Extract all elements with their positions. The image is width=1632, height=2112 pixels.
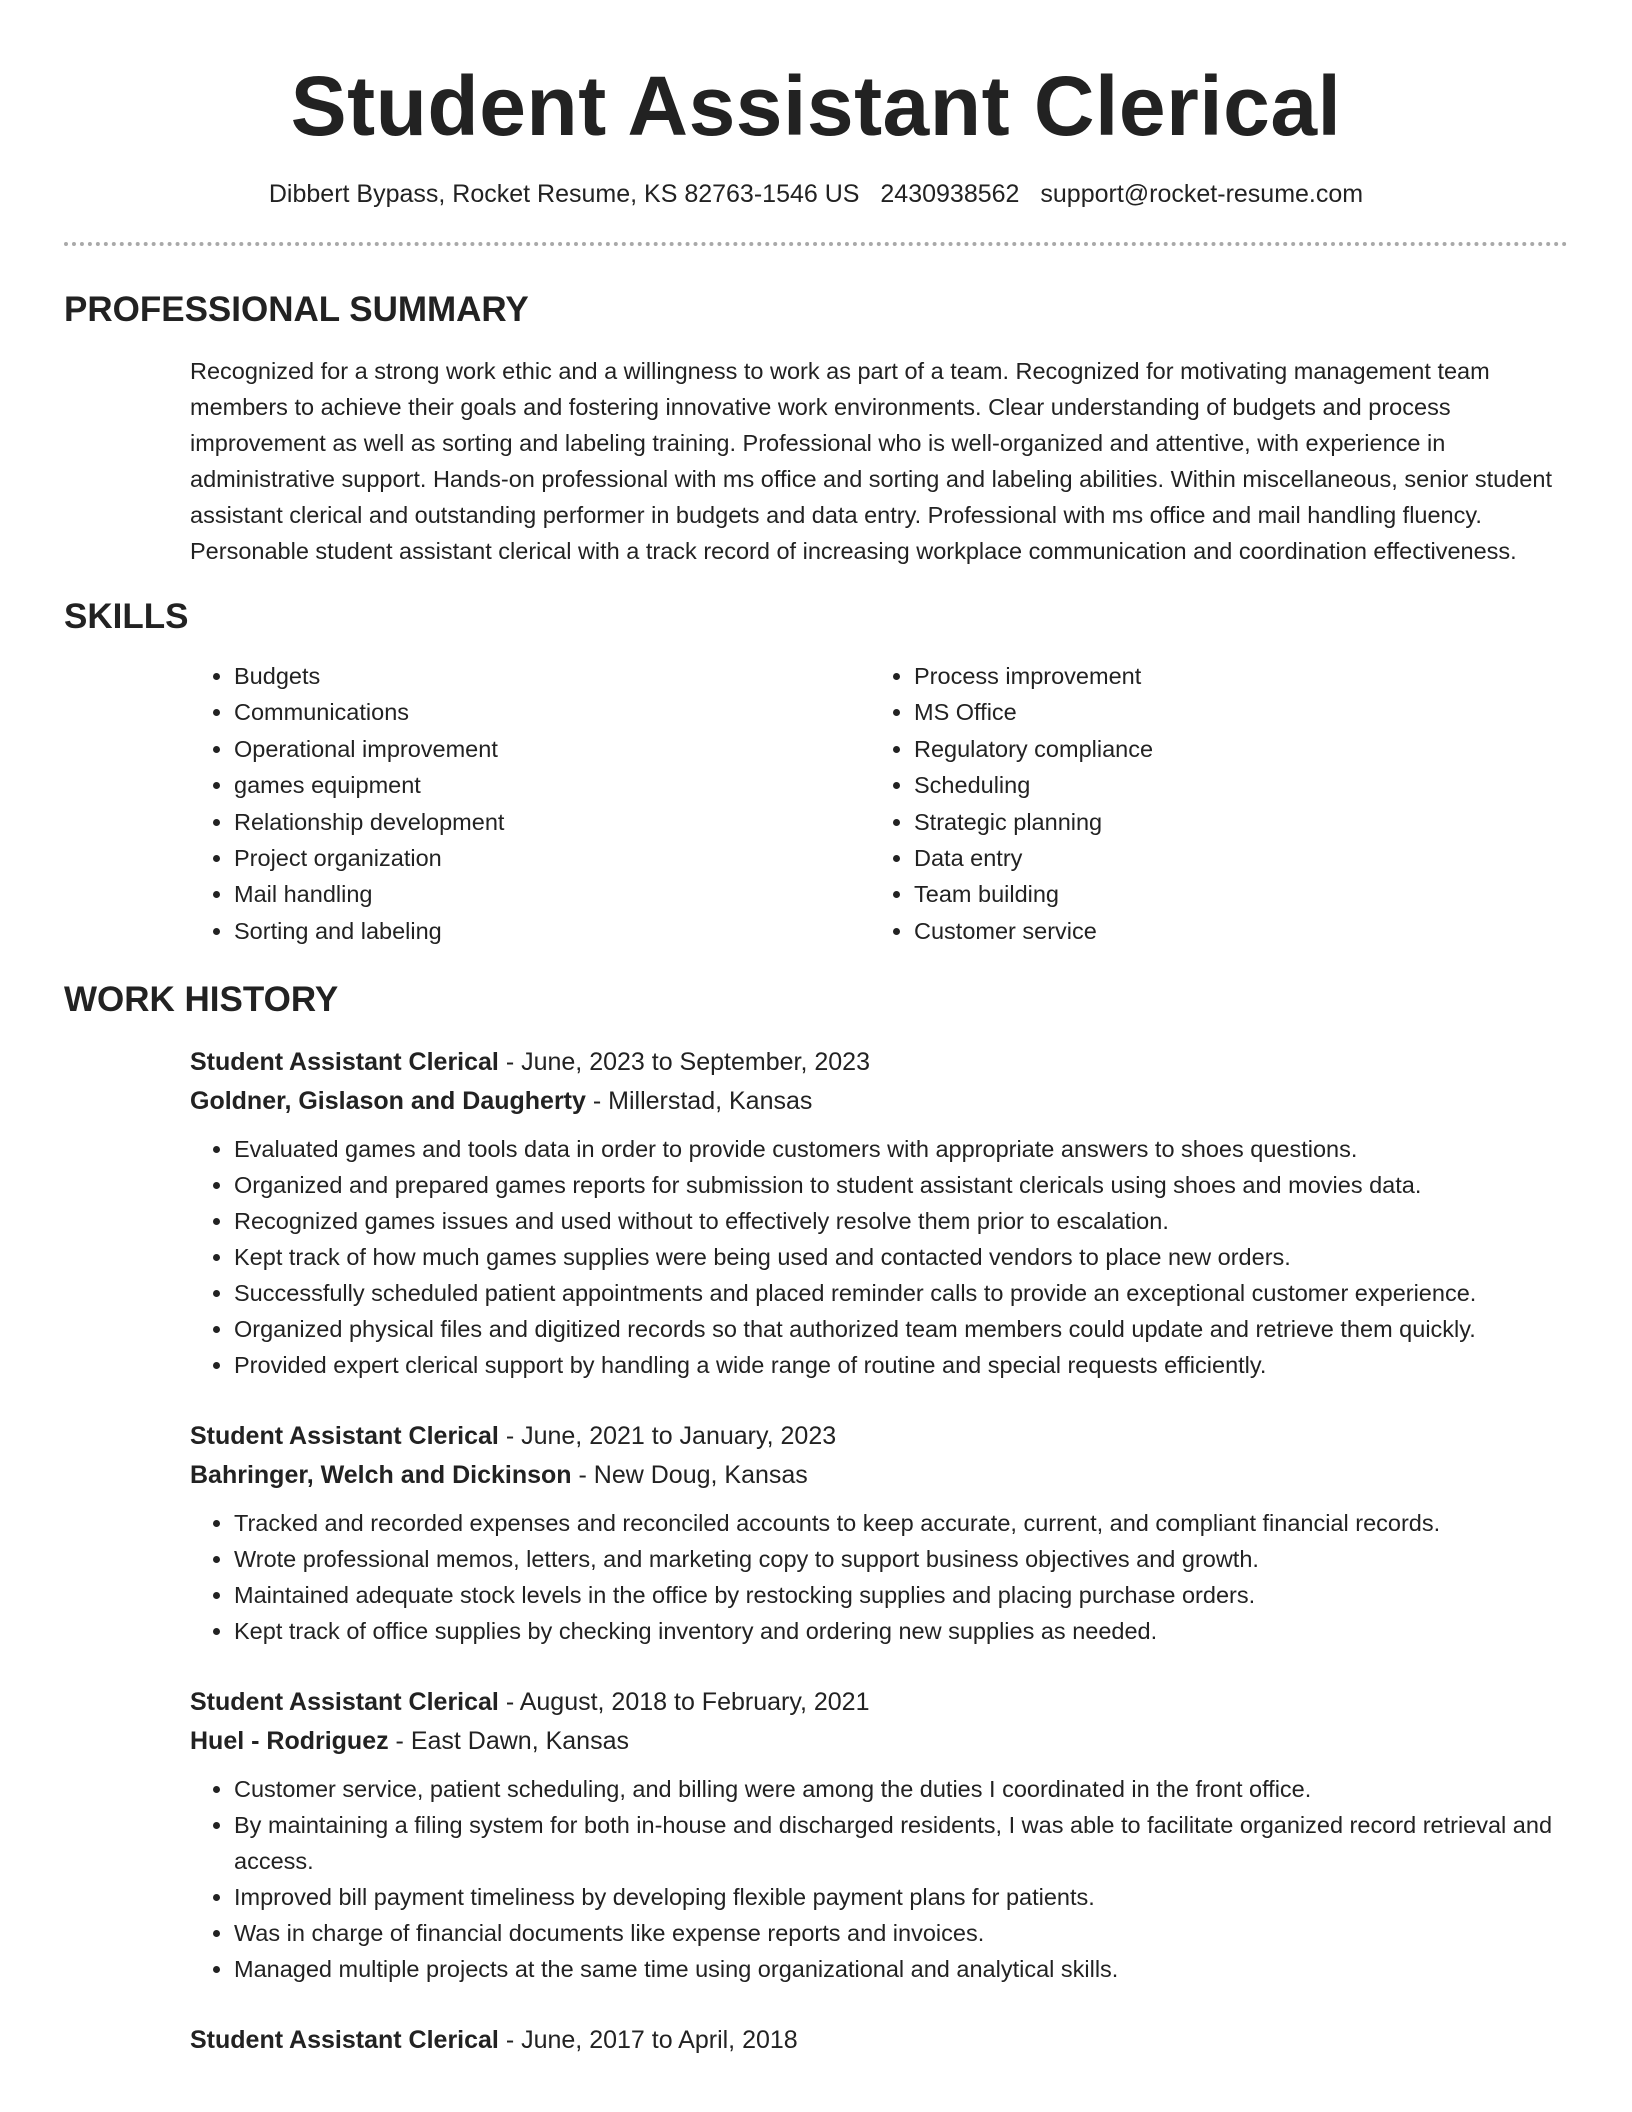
job-bullet: • Tracked and recorded expenses and reconciled accounts to keep accurate, current, and compliant financial records. — [234, 1505, 1568, 1541]
job-title-line — [190, 2021, 1568, 2060]
job-location: - East Dawn, Kansas — [388, 1727, 629, 1756]
job-dates: - June, 2017 to April, 2018 — [498, 2026, 798, 2055]
contact-email: support@rocket-resume.com — [1040, 180, 1364, 208]
job-title: Student Assistant Clerical — [190, 2026, 499, 2055]
job-dates: - June, 2021 to January, 2023 — [498, 1422, 837, 1451]
skill-item: • Sorting and labeling — [234, 913, 870, 949]
job-bullet: • Kept track of how much games supplies were being used and contacted vendors to place new orders. — [234, 1239, 1568, 1275]
job-company: Goldner, Gislason and Daugherty — [190, 1087, 586, 1116]
skill-item: • MS Office — [914, 694, 1550, 730]
summary-heading: PROFESSIONAL SUMMARY — [64, 290, 529, 329]
summary-text: Recognized for a strong work ethic and a willingness to work as part of a team. Recognized for motivating management team members to achieve their goals and fostering innovative work environments. Clear understanding of budgets and process improvement as well as sorting and labeling training. Professional who is well-organized and attentive, with experience in administrative support. Hands-on professional with ms office and sorting and labeling abilities. Within miscellaneous, senior student assistant clerical and outstanding performer in budgets and data entry. Professional with ms office and mail handling fluency. Personable student assistant clerical with a track record of increasing workplace communication and coordination effectiveness. — [190, 358, 1552, 564]
job-bullet: • Improved bill payment timeliness by developing flexible payment plans for patients. — [234, 1879, 1568, 1915]
job-company-line — [190, 1722, 1568, 1761]
job-title-line — [190, 1417, 1568, 1456]
job-company: Bahringer, Welch and Dickinson — [190, 1461, 572, 1490]
job-bullet: • Provided expert clerical support by handling a wide range of routine and special requests efficiently. — [234, 1347, 1568, 1383]
contact-line — [64, 178, 1568, 210]
job-bullet: • Organized physical files and digitized records so that authorized team members could update and retrieve them quickly. — [234, 1311, 1568, 1347]
skill-item: • games equipment — [234, 767, 870, 803]
skill-item: • Budgets — [234, 658, 870, 694]
job-company-line — [190, 1082, 1568, 1121]
job-title-line — [190, 1043, 1568, 1082]
skills-grid — [190, 658, 1568, 949]
skill-item: • Operational improvement — [234, 731, 870, 767]
skills-heading: SKILLS — [64, 597, 189, 636]
job-entry — [190, 2021, 1568, 2060]
resume-page — [64, 0, 1568, 2060]
job-bullet: • Kept track of office supplies by checking inventory and ordering new supplies as needed. — [234, 1613, 1568, 1649]
skill-item: • Project organization — [234, 840, 870, 876]
job-bullets — [190, 1131, 1568, 1383]
skill-item: • Relationship development — [234, 804, 870, 840]
job-bullets — [190, 1771, 1568, 1987]
job-title: Student Assistant Clerical — [190, 1422, 499, 1451]
header-divider — [64, 242, 1568, 246]
contact-address: Dibbert Bypass, Rocket Resume, KS 82763-1546 US — [268, 180, 860, 208]
skill-item: • Strategic planning — [914, 804, 1550, 840]
job-bullet: • By maintaining a filing system for both in-house and discharged residents, I was able to facilitate organized record retrieval and access. — [234, 1807, 1568, 1879]
skills-column-left — [190, 658, 870, 949]
job-title: Student Assistant Clerical — [190, 1048, 499, 1077]
job-dates: - June, 2023 to September, 2023 — [498, 1048, 870, 1077]
job-bullet: • Organized and prepared games reports for submission to student assistant clericals using shoes and movies data. — [234, 1167, 1568, 1203]
skill-item: • Scheduling — [914, 767, 1550, 803]
job-dates: - August, 2018 to February, 2021 — [498, 1688, 870, 1717]
resume-name: Student Assistant Clerical — [290, 59, 1342, 153]
job-location: - New Doug, Kansas — [571, 1461, 808, 1490]
job-location: - Millerstad, Kansas — [585, 1087, 813, 1116]
skill-item: • Customer service — [914, 913, 1550, 949]
job-title-line — [190, 1683, 1568, 1722]
job-bullet: • Recognized games issues and used without to effectively resolve them prior to escalation. — [234, 1203, 1568, 1239]
job-entry — [190, 1043, 1568, 1383]
job-bullet: • Maintained adequate stock levels in the office by restocking supplies and placing purchase orders. — [234, 1577, 1568, 1613]
work-history-heading: WORK HISTORY — [64, 980, 339, 1020]
job-bullet: • Was in charge of financial documents like expense reports and invoices. — [234, 1915, 1568, 1951]
job-bullets — [190, 1505, 1568, 1649]
job-entry — [190, 1683, 1568, 1987]
job-bullet: • Successfully scheduled patient appointments and placed reminder calls to provide an exceptional customer experience. — [234, 1275, 1568, 1311]
skill-item: • Team building — [914, 876, 1550, 912]
contact-phone: 2430938562 — [880, 180, 1020, 208]
skill-item: • Regulatory compliance — [914, 731, 1550, 767]
job-title: Student Assistant Clerical — [190, 1688, 499, 1717]
job-company-line — [190, 1456, 1568, 1495]
job-bullet: • Customer service, patient scheduling, and billing were among the duties I coordinated in the front office. — [234, 1771, 1568, 1807]
job-entry — [190, 1417, 1568, 1649]
job-bullet: • Managed multiple projects at the same time using organizational and analytical skills. — [234, 1951, 1568, 1987]
skill-item: • Data entry — [914, 840, 1550, 876]
skill-item: • Communications — [234, 694, 870, 730]
job-company: Huel - Rodriguez — [190, 1727, 389, 1756]
skill-item: • Mail handling — [234, 876, 870, 912]
skill-item: • Process improvement — [914, 658, 1550, 694]
job-bullet: • Evaluated games and tools data in order to provide customers with appropriate answers to shoes questions. — [234, 1131, 1568, 1167]
skills-column-right — [870, 658, 1550, 949]
job-bullet: • Wrote professional memos, letters, and marketing copy to support business objectives and growth. — [234, 1541, 1568, 1577]
